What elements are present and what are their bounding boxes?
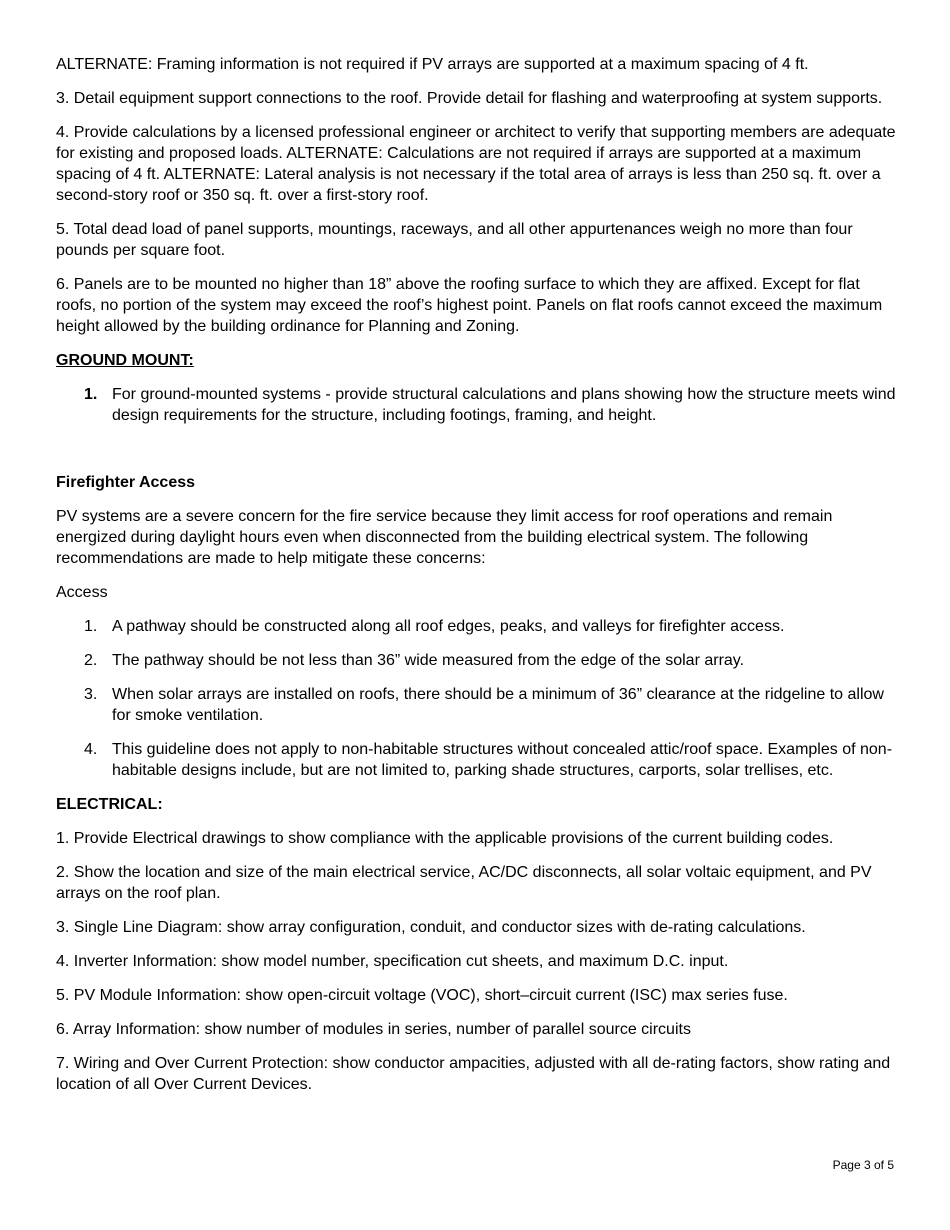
ground-mount-heading: GROUND MOUNT: [56,352,194,369]
roof-item-4-paragraph: 4. Provide calculations by a licensed professional engineer or architect to verify that supporting members are adequate for existing and proposed loads. ALTERNATE: Calculations are not required if arrays are supported at a maximum spacing of 4 ft. ALTERNATE: Lateral analysis is not necessary if the total area of arrays is less than 250 sq. ft. over a second-story roof or 350 sq. ft. over a first-story roof. [56,124,896,204]
firefighter-access-intro: PV systems are a severe concern for the fire service because they limit access for roof operations and remain energized during daylight hours even when disconnected from the building electrical system. The following recommendations are made to help mitigate these concerns: [56,508,833,567]
electrical-item-1: 1. Provide Electrical drawings to show compliance with the applicable provisions of the current building codes. [56,830,834,847]
list-item-text: A pathway should be constructed along all roof edges, peaks, and valleys for firefighter access. [112,618,785,635]
roof-item-5-paragraph: 5. Total dead load of panel supports, mountings, raceways, and all other appurtenances weigh no more than four pounds per square foot. [56,221,853,259]
document-page [56,54,898,1108]
ground-mount-list [56,384,898,426]
electrical-item-5: 5. PV Module Information: show open-circuit voltage (VOC), short–circuit current (ISC) max series fuse. [56,987,788,1004]
list-item-text: This guideline does not apply to non-habitable structures without concealed attic/roof space. Examples of non-habitable designs include, but are not limited to, parking shade structures, carports, solar trellises, etc. [112,741,893,779]
electrical-item-6: 6. Array Information: show number of modules in series, number of parallel source circuits [56,1021,691,1038]
list-item [56,616,898,637]
electrical-item-2: 2. Show the location and size of the main electrical service, AC/DC disconnects, all solar voltaic equipment, and PV arrays on the roof plan. [56,864,872,902]
electrical-item-3: 3. Single Line Diagram: show array configuration, conduit, and conductor sizes with de-rating calculations. [56,919,806,936]
electrical-heading: ELECTRICAL: [56,796,163,813]
alternate-framing-paragraph: ALTERNATE: Framing information is not required if PV arrays are supported at a maximum spacing of 4 ft. [56,56,809,73]
list-item-number: 1. [84,386,98,403]
roof-item-6-paragraph: 6. Panels are to be mounted no higher than 18” above the roofing surface to which they are affixed. Except for flat roofs, no portion of the system may exceed the roof’s highest point. Panels on flat roofs cannot exceed the maximum height allowed by the building ordinance for Planning and Zoning. [56,276,883,335]
access-subheading: Access [56,584,108,601]
list-item [56,650,898,671]
list-item-number: 1. [84,618,98,635]
list-item-text: For ground-mounted systems - provide structural calculations and plans showing how the structure meets wind design requirements for the structure, including footings, framing, and height. [112,386,896,424]
list-item-number: 4. [84,741,98,758]
list-item [56,684,898,726]
electrical-item-4: 4. Inverter Information: show model number, specification cut sheets, and maximum D.C. input. [56,953,729,970]
firefighter-access-heading: Firefighter Access [56,474,196,491]
page-number: Page 3 of 5 [832,1158,894,1172]
list-item [56,739,898,781]
electrical-item-7: 7. Wiring and Over Current Protection: show conductor ampacities, adjusted with all de-rating factors, show rating and location of all Over Current Devices. [56,1055,891,1093]
section-spacer [56,439,898,472]
list-item-number: 3. [84,686,98,703]
list-item-number: 2. [84,652,98,669]
list-item-text: When solar arrays are installed on roofs, there should be a minimum of 36” clearance at the ridgeline to allow for smoke ventilation. [112,686,884,724]
list-item [56,384,898,426]
list-item-text: The pathway should be not less than 36” wide measured from the edge of the solar array. [112,652,745,669]
firefighter-access-list [56,616,898,781]
roof-item-3-paragraph: 3. Detail equipment support connections to the roof. Provide detail for flashing and waterproofing at system supports. [56,90,883,107]
